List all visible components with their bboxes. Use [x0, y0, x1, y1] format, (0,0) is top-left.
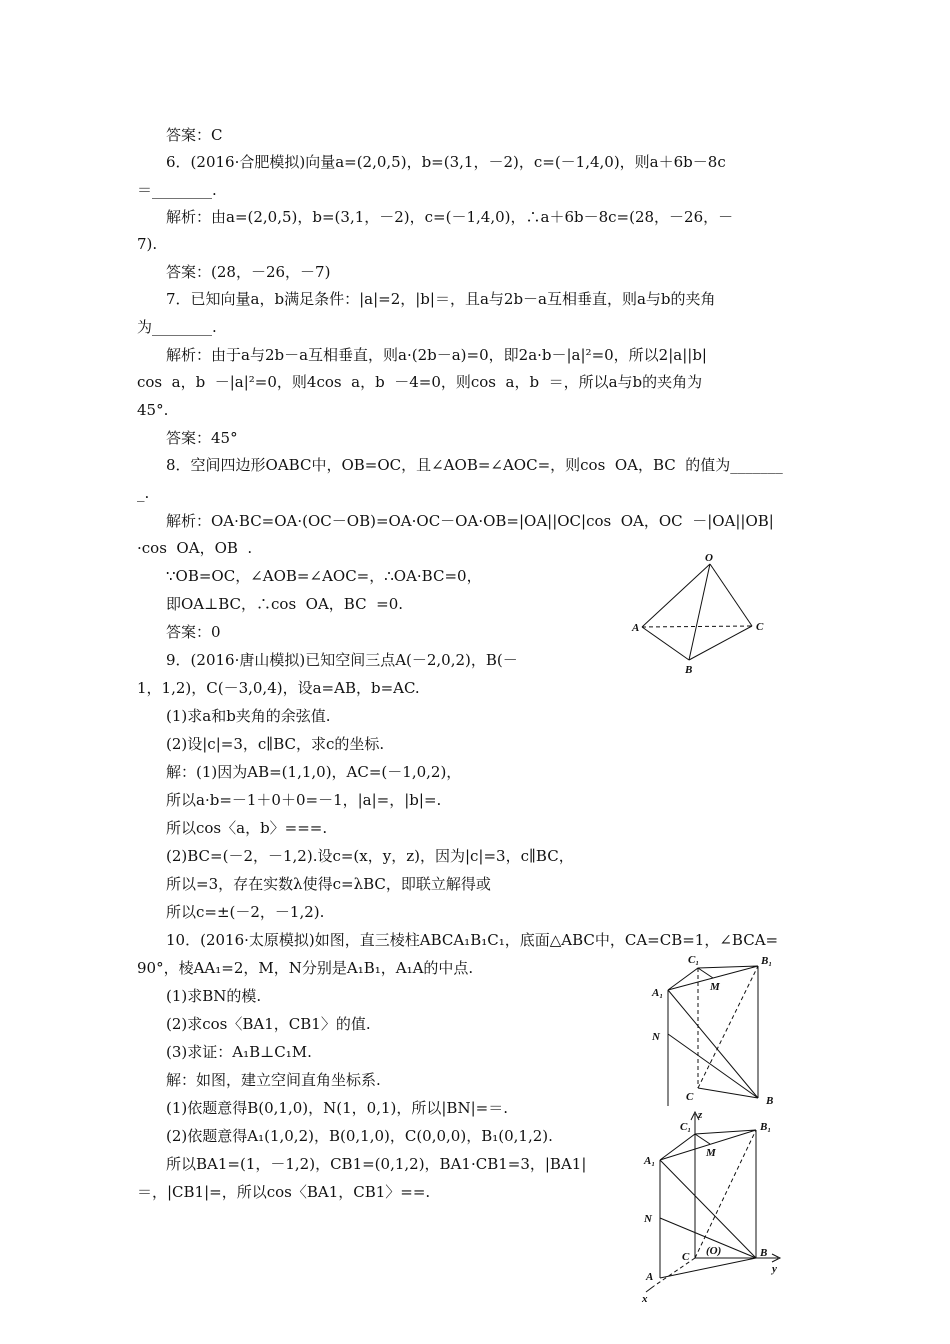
prism-figure-1	[648, 948, 788, 1110]
text-line: (2)依题意得A₁(1,0,2)，B(0,1,0)，C(0,0,0)，B₁(0,1,2).	[166, 1127, 553, 1145]
text-line: 7．已知向量a，b满足条件：|a|=2，|b|＝，且a与2b－a互相垂直，则a与b的夹角	[166, 290, 716, 308]
text-line: (1)依题意得B(0,1,0)，N(1，0,1)，所以|BN|=＝.	[166, 1099, 508, 1117]
text-line: 90°，棱AA₁=2，M，N分别是A₁B₁，A₁A的中点.	[137, 959, 474, 977]
label-O: (O)	[706, 1245, 722, 1257]
label-B: B	[766, 1095, 774, 1107]
text-line: 解：(1)因为AB=(1,1,0)，AC=(－1,0,2)，	[166, 763, 462, 781]
text-line: 答案：(28，－26，－7)	[166, 263, 331, 281]
text-line: 1，1,2)，C(－3,0,4)，设a=AB，b=AC.	[137, 679, 420, 697]
text-line: 即OA⊥BC，∴cos OA，BC =0.	[166, 595, 404, 613]
label-M: M	[710, 981, 720, 993]
text-line: ＝，|CB1|=，所以cos〈BA1，CB1〉==.	[137, 1183, 431, 1201]
label-x: x	[642, 1293, 648, 1304]
text-line: _.	[137, 484, 150, 502]
label-C1: C₁	[688, 954, 700, 966]
text-line: cos a，b －|a|²=0，则4cos a，b －4=0，则cos a，b ＝，所以a与b的夹角为	[137, 373, 703, 391]
text-line: 45°.	[137, 401, 169, 419]
text-line: (1)求a和b夹角的余弦值.	[166, 707, 331, 725]
label-C: C	[756, 621, 764, 633]
text-line: 答案：C	[166, 126, 223, 144]
text-line: 解：如图，建立空间直角坐标系.	[166, 1071, 381, 1089]
text-line: 所以cos〈a，b〉===.	[166, 819, 328, 837]
label-M: M	[706, 1147, 716, 1159]
label-B: B	[760, 1247, 768, 1259]
text-line: 9．(2016·唐山模拟)已知空间三点A(－2,0,2)，B(－	[166, 651, 518, 669]
label-C: C	[686, 1091, 694, 1103]
text-line: (2)BC=(－2，－1,2).设c=(x，y，z)，因为|c|=3，c∥BC，	[166, 847, 574, 865]
label-C: C	[682, 1251, 690, 1263]
text-line: 解析：由于a与2b－a互相垂直，则a·(2b－a)=0，即2a·b－|a|²=0，所以2|a||b|	[166, 346, 707, 364]
text-line: ∵OB=OC，∠AOB=∠AOC=，∴OA·BC=0，	[166, 567, 482, 585]
prism-figure-2	[640, 1108, 790, 1304]
text-line: ＝________.	[137, 181, 217, 199]
label-A: A	[646, 1271, 654, 1283]
label-B1: B₁	[761, 955, 773, 967]
text-line: 所以BA1=(1，－1,2)，CB1=(0,1,2)，BA1·CB1=3，|BA1|	[166, 1155, 587, 1173]
text-line: 所以c=±(－2，－1,2).	[166, 903, 325, 921]
text-line: 答案：0	[166, 623, 221, 641]
label-O: O	[705, 552, 713, 564]
text-line: (2)设|c|=3，c∥BC，求c的坐标.	[166, 735, 385, 753]
label-A1: A₁	[652, 987, 664, 999]
label-B1: B₁	[760, 1121, 772, 1133]
text-line: 为________.	[137, 318, 217, 336]
label-z: z	[698, 1109, 703, 1121]
text-line: 所以=3，存在实数λ使得c=λBC，即联立解得或	[166, 875, 491, 893]
text-line: 7).	[137, 235, 158, 253]
text-line: (2)求cos〈BA1，CB1〉的值.	[166, 1015, 371, 1033]
label-A: A	[632, 622, 640, 634]
text-line: 答案：45°	[166, 429, 238, 447]
text-line: 解析：OA·BC=OA·(OC－OB)=OA·OC－OA·OB=|OA||OC|cos OA，OC －|OA||OB|	[166, 512, 774, 530]
text-line: (1)求BN的模.	[166, 987, 262, 1005]
label-A1: A₁	[644, 1155, 656, 1167]
text-line: 所以a·b=－1＋0＋0=－1，|a|=，|b|=.	[166, 791, 442, 809]
text-line: ·cos OA，OB .	[137, 539, 253, 557]
text-line: 6．(2016·合肥模拟)向量a=(2,0,5)，b=(3,1，－2)，c=(－1,4,0)，则a＋6b－8c	[166, 153, 726, 171]
label-C1: C₁	[680, 1121, 692, 1133]
label-y: y	[772, 1263, 777, 1275]
label-B: B	[685, 664, 693, 676]
tetrahedron-figure	[628, 550, 768, 680]
text-line: (3)求证：A₁B⊥C₁M.	[166, 1043, 312, 1061]
text-line: 8．空间四边形OABC中，OB=OC，且∠AOB=∠AOC=，则cos OA，BC 的值为_______	[166, 456, 783, 474]
text-line: 解析：由a=(2,0,5)，b=(3,1，－2)，c=(－1,4,0)，∴a＋6b－8c=(28，－26，－	[166, 208, 734, 226]
text-line: 10．(2016·太原模拟)如图，直三棱柱ABCA₁B₁C₁，底面△ABC中，CA=CB=1，∠BCA=	[166, 931, 779, 949]
label-N: N	[652, 1031, 660, 1043]
label-N: N	[644, 1213, 652, 1225]
